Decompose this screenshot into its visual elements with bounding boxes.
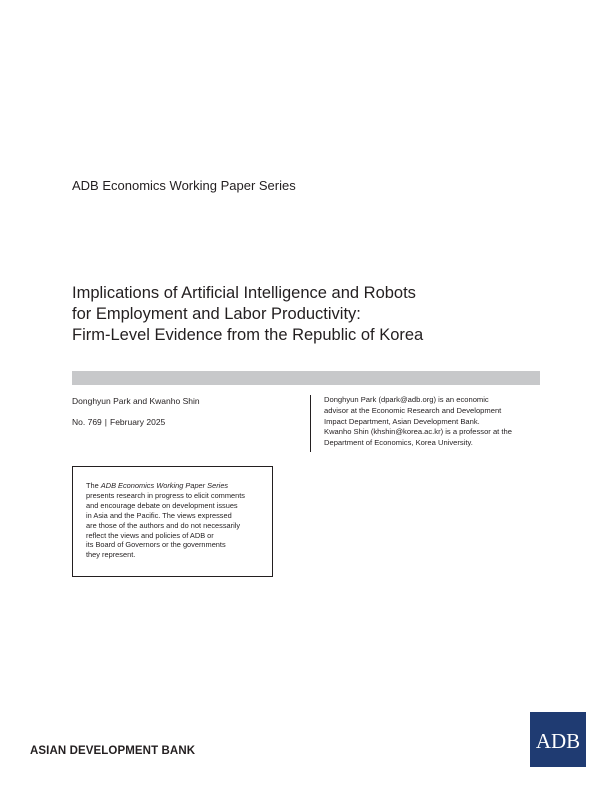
disclaimer-line: in Asia and the Pacific. The views expressed: [86, 510, 232, 520]
disclaimer-line: and encourage debate on development issues: [86, 500, 238, 510]
disclaimer-line: they represent.: [86, 550, 136, 560]
author-bio-line: Impact Department, Asian Development Bank.: [324, 416, 480, 426]
paper-number-date: [72, 417, 165, 428]
paper-title-line-1: Implications of Artificial Intelligence and Robots: [72, 284, 416, 302]
disclaimer-prefix: The: [86, 481, 101, 490]
authors: Donghyun Park and Kwanho Shin: [72, 396, 200, 406]
disclaimer-series-name: ADB Economics Working Paper Series: [100, 481, 229, 490]
publication-date: February 2025: [110, 417, 166, 427]
disclaimer-line: [86, 481, 245, 491]
author-bios: [324, 395, 540, 449]
paper-title: [72, 283, 532, 346]
title-divider-bar: [72, 371, 540, 385]
number-date-separator: |: [104, 417, 107, 427]
disclaimer-box: [72, 466, 273, 577]
adb-logo: [530, 712, 586, 767]
footer-organization: ASIAN DEVELOPMENT BANK: [30, 745, 196, 757]
disclaimer-line: are those of the authors and do not necessarily: [86, 520, 241, 530]
series-title: ADB Economics Working Paper Series: [72, 178, 296, 193]
author-bio-line: Kwanho Shin (khshin@korea.ac.kr) is a professor at the: [324, 427, 512, 437]
disclaimer-line: presents research in progress to elicit comments: [86, 490, 245, 500]
vertical-divider: [310, 395, 311, 452]
disclaimer-text: [86, 481, 245, 560]
author-bio-line: Department of Economics, Korea University.: [324, 438, 473, 448]
adb-logo-text: ADB: [535, 729, 581, 753]
paper-title-line-2: for Employment and Labor Productivity:: [72, 305, 361, 323]
disclaimer-line: reflect the views and policies of ADB or: [86, 530, 214, 540]
paper-title-line-3: Firm-Level Evidence from the Republic of Korea: [72, 326, 424, 344]
author-bio-line: advisor at the Economic Research and Development: [324, 405, 502, 415]
disclaimer-line: its Board of Governors or the governments: [86, 540, 226, 550]
paper-number: No. 769: [72, 417, 102, 427]
author-bio-line: Donghyun Park (dpark@adb.org) is an economic: [324, 395, 489, 404]
